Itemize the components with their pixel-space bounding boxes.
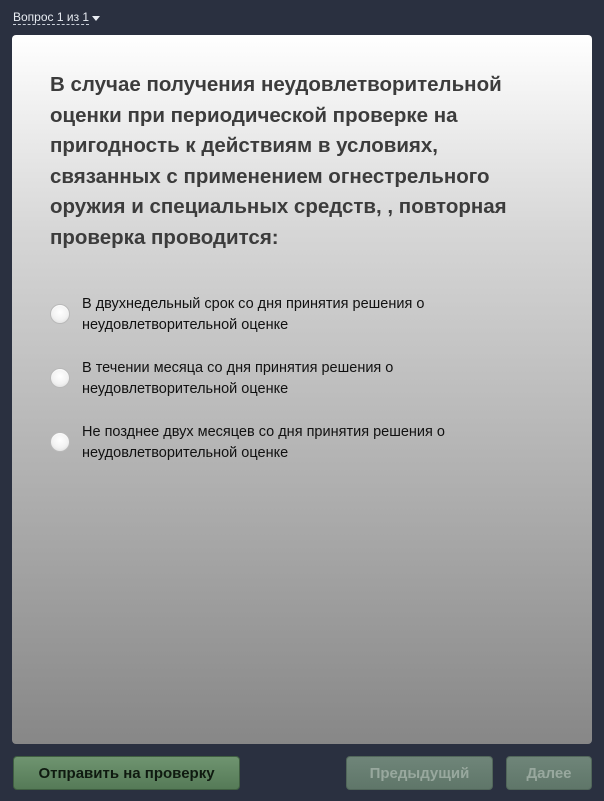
question-line: оценки при периодической проверке на	[50, 103, 458, 127]
previous-button[interactable]: Предыдущий	[346, 756, 493, 790]
answer-option-label[interactable]	[82, 358, 552, 400]
question-line: проверка проводится:	[50, 225, 279, 249]
radio-button[interactable]	[50, 368, 70, 388]
next-button[interactable]: Далее	[506, 756, 592, 790]
radio-button[interactable]	[50, 304, 70, 324]
answer-option-line: Не позднее двух месяцев со дня принятия решения о	[82, 424, 445, 440]
question-line: пригодность к действиям в условиях,	[50, 134, 438, 157]
question-line: связанных с применением огнестрельного	[50, 164, 490, 188]
question-line: оружия и специальных средств, , повторная	[50, 195, 507, 218]
answer-option-2[interactable]	[48, 356, 568, 420]
answer-option-line: неудовлетворительной оценке	[82, 381, 289, 397]
question-navigator-dropdown[interactable]	[13, 10, 100, 25]
answer-option-3[interactable]	[48, 420, 568, 484]
question-card	[12, 35, 592, 744]
question-counter[interactable]: Вопрос 1 из 1	[13, 10, 90, 24]
answer-options	[48, 292, 568, 484]
question-line: В случае получения неудовлетворительной	[50, 73, 502, 96]
caret-down-icon[interactable]	[92, 16, 100, 21]
answer-option-line: неудовлетворительной оценке	[82, 445, 289, 461]
answer-option-line: неудовлетворительной оценке	[82, 317, 289, 333]
answer-option-line: В двухнедельный срок со дня принятия решения о	[82, 296, 425, 312]
answer-option-label[interactable]	[82, 294, 552, 336]
top-bar	[0, 0, 604, 34]
radio-button[interactable]	[50, 432, 70, 452]
answer-option-line: В течении месяца со дня принятия решения о	[82, 360, 394, 376]
question-text	[50, 70, 560, 253]
answer-option-1[interactable]	[48, 292, 568, 356]
submit-button[interactable]: Отправить на проверку	[13, 756, 240, 790]
answer-option-label[interactable]	[82, 422, 552, 464]
